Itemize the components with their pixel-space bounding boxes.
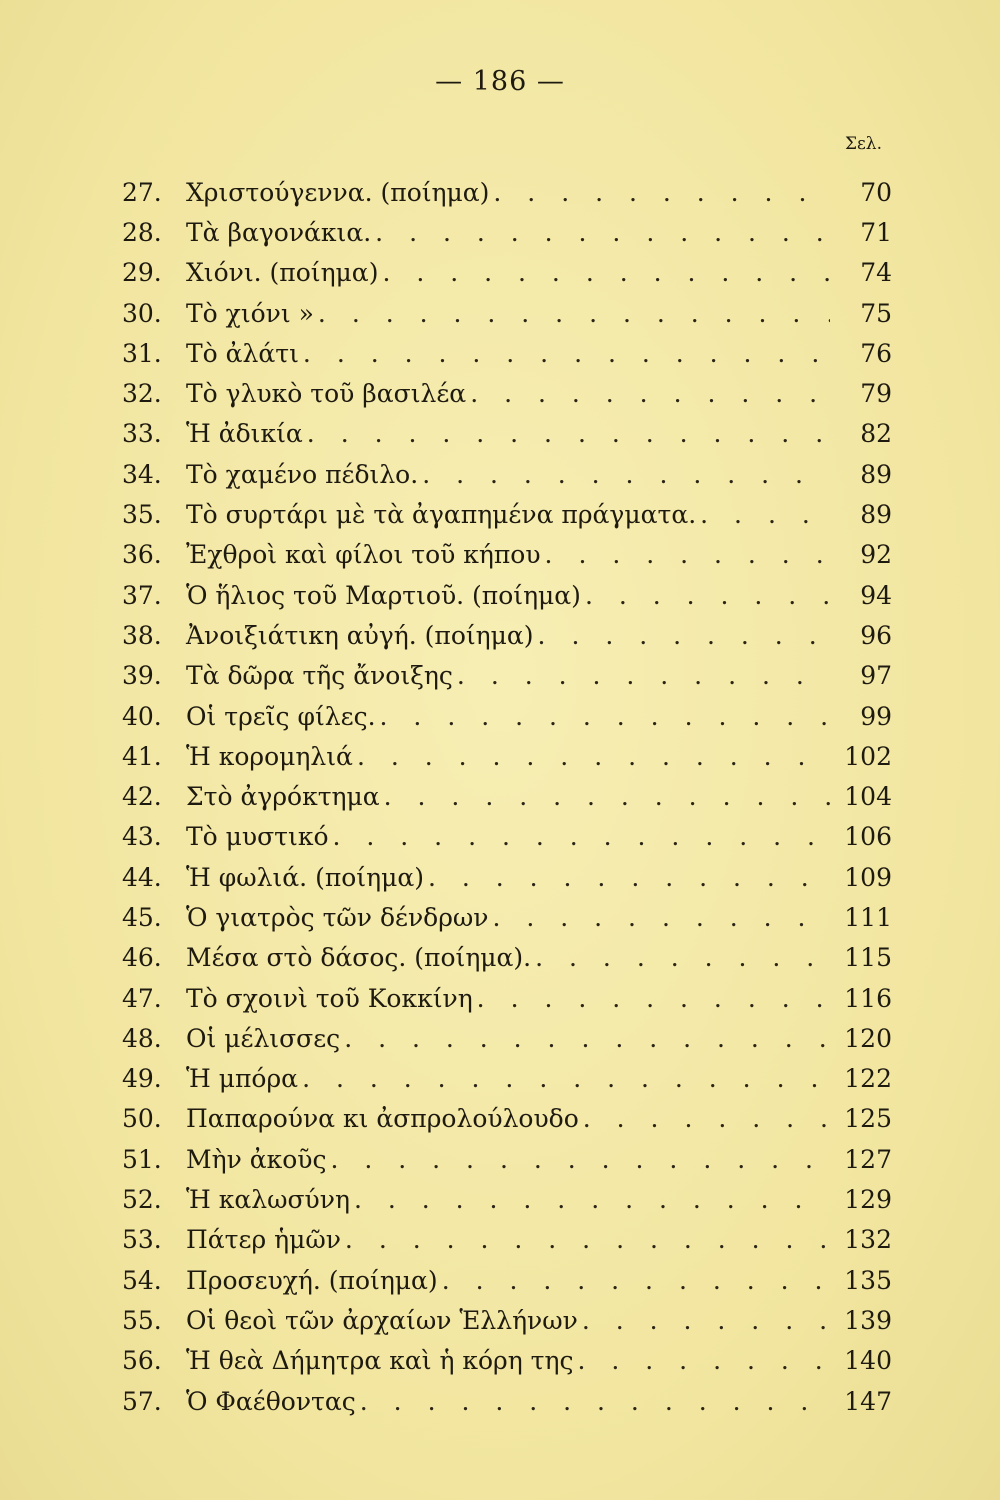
entry-page: 94 — [860, 580, 892, 610]
entry-number: 31. — [122, 338, 162, 368]
toc-entry — [122, 1059, 892, 1099]
entry-number: 37. — [122, 580, 162, 610]
entry-number: 55. — [122, 1305, 162, 1335]
entry-title: Ἡ κορομηλιά — [186, 741, 353, 771]
dot-leader — [492, 905, 830, 930]
entry-title: Ἀνοιξιάτικη αὐγή. (ποίημα) — [186, 620, 534, 650]
entry-title: Προσευχή. (ποίημα) — [186, 1265, 438, 1295]
dot-leader — [382, 260, 830, 285]
entry-number: 47. — [122, 983, 162, 1013]
dot-leader — [360, 1389, 830, 1414]
entry-page: 70 — [860, 177, 892, 207]
entry-title: Οἱ τρεῖς φίλες. — [186, 701, 376, 731]
toc-entry — [122, 656, 892, 696]
dot-leader — [344, 1026, 830, 1051]
entry-title: Ὁ Φαέθοντας — [186, 1386, 356, 1416]
toc-entry — [122, 535, 892, 575]
entry-page: 89 — [860, 500, 892, 530]
dot-leader — [333, 824, 831, 849]
entry-number: 43. — [122, 822, 162, 852]
dot-leader — [302, 1066, 830, 1091]
entry-title: Πάτερ ἡμῶν — [186, 1225, 341, 1255]
toc-entry — [122, 1179, 892, 1219]
entry-title: Τὸ συρτάρι μὲ τὰ ἀγαπημένα πράγματα. — [186, 500, 697, 530]
entry-page: 127 — [844, 1144, 892, 1174]
column-header-page: Σελ. — [844, 134, 882, 154]
toc-entry — [122, 1099, 892, 1139]
entry-page: 106 — [844, 822, 892, 852]
entry-page: 102 — [844, 741, 892, 771]
toc-entry — [122, 253, 892, 293]
entry-title: Ἡ ἀδικία — [186, 419, 303, 449]
entry-title: Τὸ χαμένο πέδιλο. — [186, 459, 419, 489]
toc-entry — [122, 414, 892, 454]
entry-number: 27. — [122, 177, 162, 207]
dot-leader — [578, 1348, 831, 1373]
toc-entry — [122, 293, 892, 333]
dot-leader — [357, 744, 830, 769]
entry-page: 76 — [860, 338, 892, 368]
entry-number: 28. — [122, 217, 162, 247]
entry-number: 33. — [122, 419, 162, 449]
entry-number: 38. — [122, 620, 162, 650]
entry-number: 34. — [122, 459, 162, 489]
dot-leader — [583, 1106, 830, 1131]
toc-entry — [122, 1260, 892, 1300]
entry-page: 109 — [844, 862, 892, 892]
entry-title: Ἡ μπόρα — [186, 1064, 299, 1094]
entry-page: 82 — [860, 419, 892, 449]
entry-title: Μέσα στὸ δάσος. (ποίημα). — [186, 943, 532, 973]
toc-entry — [122, 373, 892, 413]
entry-number: 30. — [122, 298, 162, 328]
entry-title: Ἡ φωλιά. (ποίημα) — [186, 862, 424, 892]
dot-leader — [428, 865, 830, 890]
entry-title: Χριστούγεννα. (ποίημα) — [186, 177, 490, 207]
toc-entry — [122, 1018, 892, 1058]
dot-leader — [303, 341, 830, 366]
entry-number: 45. — [122, 902, 162, 932]
entry-page: 115 — [844, 943, 892, 973]
entry-title: Τὰ βαγονάκια. — [186, 217, 372, 247]
entry-page: 89 — [860, 459, 892, 489]
entry-page: 71 — [860, 217, 892, 247]
toc-entry — [122, 776, 892, 816]
toc-entry — [122, 696, 892, 736]
dot-leader — [345, 1227, 830, 1252]
entry-number: 56. — [122, 1346, 162, 1376]
dot-leader — [442, 1268, 830, 1293]
dot-leader — [535, 945, 830, 970]
entry-title: Στὸ ἀγρόκτημα — [186, 782, 380, 812]
toc-entry — [122, 978, 892, 1018]
dot-leader — [422, 462, 830, 487]
dot-leader — [384, 784, 830, 809]
dot-leader — [700, 502, 830, 527]
entry-title: Τὸ μυστικό — [186, 822, 329, 852]
entry-page: 104 — [844, 782, 892, 812]
page-number: — 186 — — [435, 66, 565, 97]
entry-number: 40. — [122, 701, 162, 731]
dot-leader — [457, 663, 830, 688]
entry-number: 51. — [122, 1144, 162, 1174]
entry-title: Ἐχθροὶ καὶ φίλοι τοῦ κήπου — [186, 540, 541, 570]
dot-leader — [375, 220, 830, 245]
entry-title: Ἡ θεὰ Δήμητρα καὶ ἡ κόρη της — [186, 1346, 574, 1376]
toc-entry — [122, 494, 892, 534]
entry-title: Χιόνι. (ποίημα) — [186, 258, 379, 288]
entry-number: 36. — [122, 540, 162, 570]
entry-page: 99 — [860, 701, 892, 731]
entry-page: 132 — [844, 1225, 892, 1255]
dot-leader — [585, 583, 830, 608]
entry-page: 74 — [860, 258, 892, 288]
entry-title: Παπαρούνα κι ἀσπρολούλουδο — [186, 1104, 579, 1134]
dot-leader — [307, 421, 830, 446]
entry-title: Τὸ γλυκὸ τοῦ βασιλέα — [186, 379, 467, 409]
entry-page: 122 — [844, 1064, 892, 1094]
dot-leader — [330, 1147, 830, 1172]
entry-page: 129 — [844, 1185, 892, 1215]
entry-number: 48. — [122, 1023, 162, 1053]
entry-number: 44. — [122, 862, 162, 892]
toc-entry — [122, 212, 892, 252]
entry-page: 135 — [844, 1265, 892, 1295]
toc-entry — [122, 575, 892, 615]
entry-page: 111 — [844, 902, 892, 932]
entry-title: Οἱ θεοὶ τῶν ἀρχαίων Ἑλλήνων — [186, 1305, 578, 1335]
entry-title: Μὴν ἀκοῦς — [186, 1144, 327, 1174]
toc-entry — [122, 857, 892, 897]
entry-title: Ὁ γιατρὸς τῶν δένδρων — [186, 902, 489, 932]
entry-number: 57. — [122, 1386, 162, 1416]
dot-leader — [380, 704, 830, 729]
dot-leader — [354, 1187, 830, 1212]
entry-page: 97 — [860, 661, 892, 691]
toc-entry — [122, 736, 892, 776]
entry-page: 79 — [860, 379, 892, 409]
entry-number: 29. — [122, 258, 162, 288]
dot-leader — [538, 623, 830, 648]
dot-leader — [493, 180, 830, 205]
toc-entry — [122, 817, 892, 857]
entry-number: 41. — [122, 741, 162, 771]
entry-title: Ἡ καλωσύνη — [186, 1185, 350, 1215]
entry-number: 53. — [122, 1225, 162, 1255]
dot-leader — [582, 1308, 830, 1333]
dot-leader — [470, 381, 830, 406]
entry-number: 32. — [122, 379, 162, 409]
entry-page: 139 — [844, 1305, 892, 1335]
entry-number: 49. — [122, 1064, 162, 1094]
entry-page: 147 — [844, 1386, 892, 1416]
entry-number: 35. — [122, 500, 162, 530]
toc-entry — [122, 897, 892, 937]
toc-entry — [122, 172, 892, 212]
entry-page: 116 — [844, 983, 892, 1013]
dot-leader — [545, 542, 830, 567]
toc-entry — [122, 615, 892, 655]
entry-title: Ὁ ἥλιος τοῦ Μαρτιοῦ. (ποίημα) — [186, 580, 581, 610]
entry-number: 46. — [122, 943, 162, 973]
entry-number: 52. — [122, 1185, 162, 1215]
table-of-contents — [122, 172, 892, 1421]
toc-entry — [122, 938, 892, 978]
toc-entry — [122, 1220, 892, 1260]
entry-number: 42. — [122, 782, 162, 812]
entry-page: 120 — [844, 1023, 892, 1053]
entry-number: 50. — [122, 1104, 162, 1134]
entry-page: 75 — [860, 298, 892, 328]
entry-number: 54. — [122, 1265, 162, 1295]
toc-entry — [122, 1139, 892, 1179]
entry-number: 39. — [122, 661, 162, 691]
dot-leader — [318, 301, 830, 326]
entry-title: Οἱ μέλισσες — [186, 1023, 341, 1053]
toc-entry — [122, 1300, 892, 1340]
entry-title: Τὸ ἀλάτι — [186, 338, 299, 368]
toc-entry — [122, 454, 892, 494]
entry-page: 140 — [844, 1346, 892, 1376]
entry-page: 92 — [860, 540, 892, 570]
toc-entry — [122, 333, 892, 373]
toc-entry — [122, 1381, 892, 1421]
toc-entry — [122, 1341, 892, 1381]
dot-leader — [477, 986, 830, 1011]
entry-title: Τὰ δῶρα τῆς ἄνοιξης — [186, 661, 453, 691]
entry-title: Τὸ χιόνι » — [186, 298, 314, 328]
entry-page: 125 — [844, 1104, 892, 1134]
entry-title: Τὸ σχοινὶ τοῦ Κοκκίνη — [186, 983, 473, 1013]
entry-page: 96 — [860, 620, 892, 650]
